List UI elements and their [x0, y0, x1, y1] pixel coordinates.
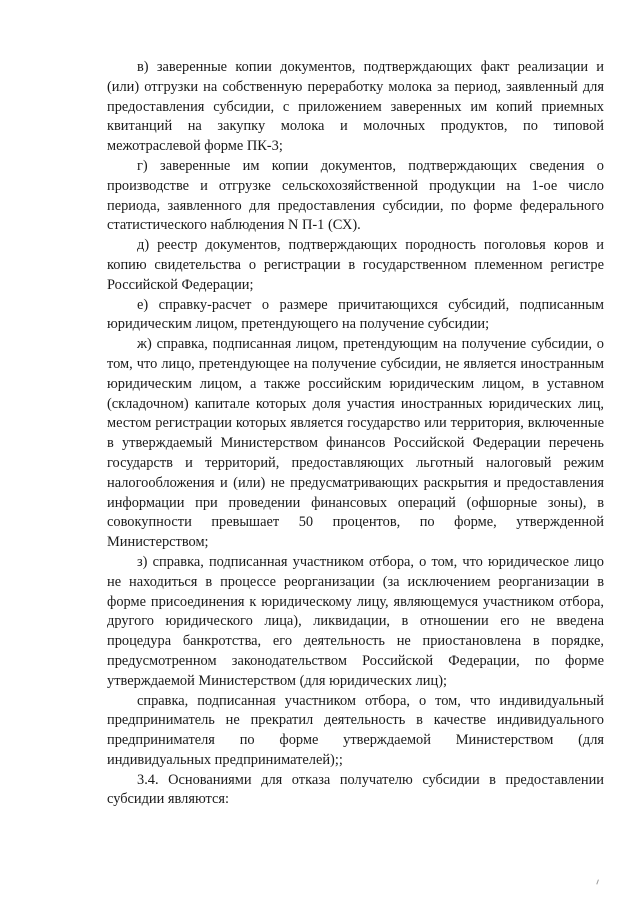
paragraph-e: е) справку-расчет о размере причитающихся субсидий, подписанным юридическим лицом, претендующего на получение субсидии;	[107, 296, 604, 333]
paragraph-zh: ж) справка, подписанная лицом, претендующим на получение субсидии, о том, что лицо, претендующее на получение субсидии, не является иностранным юридическим лицом, а также российским юридическим лицом, в уставном (складочном) капитале которых доля участия иностранных юридических лиц, местом регистрации которых является государство или территория, включенные в утверждаемый Министерством финансов Российской Федерации перечень государств и территорий, предоставляющих льготный налоговый режим налогообложения и (или) не предусматривающих раскрытия и предоставления информации при проведении финансовых операций (офшорные зоны), в совокупности превышает 50 процентов, по форме, утвержденной Министерством;	[107, 336, 604, 551]
paragraph-v: в) заверенные копии документов, подтверждающих факт реализации и (или) отгрузки на собственную переработку молока за период, заявленный для предоставления субсидии, с приложением заверенных им копий приемных квитанций на закупку молока и молочных продуктов, по типовой межотраслевой форме ПК-3;	[107, 59, 604, 155]
paragraph-ip-certificate: справка, подписанная участником отбора, о том, что индивидуальный предприниматель не прекратил деятельность в качестве индивидуального предпринимателя по форме утверждаемой Министерством (для индивидуальных предпринимателей);;	[107, 692, 604, 768]
paragraph-d: д) реестр документов, подтверждающих породность поголовья коров и копию свидетельства о регистрации в государственном племенном регистре Российской Федерации;	[107, 237, 604, 293]
paragraph-3-4: 3.4. Основаниями для отказа получателю субсидии в предоставлении субсидии являются:	[107, 771, 604, 808]
paragraph-g: г) заверенные им копии документов, подтверждающих сведения о производстве и отгрузке сельскохозяйственной продукции на 1-ое число периода, заявленного для предоставления субсидии, по форме федерального статистического наблюдения N П-1 (СХ).	[107, 157, 604, 234]
paragraph-z: з) справка, подписанная участником отбора, о том, что юридическое лицо не находиться в процессе реорганизации (за исключением реорганизации в форме присоединения к юридическому лицу, являющемуся участником отбора, другого юридического лица), ликвидации, в отношении его не введена процедура банкротства, его деятельность не приостановлена в порядке, предусмотренном законодательством Российской Федерации, по форме утверждаемой Министерством (для юридических лиц);	[107, 553, 604, 689]
scan-mark	[596, 879, 601, 885]
document-page	[107, 58, 604, 810]
